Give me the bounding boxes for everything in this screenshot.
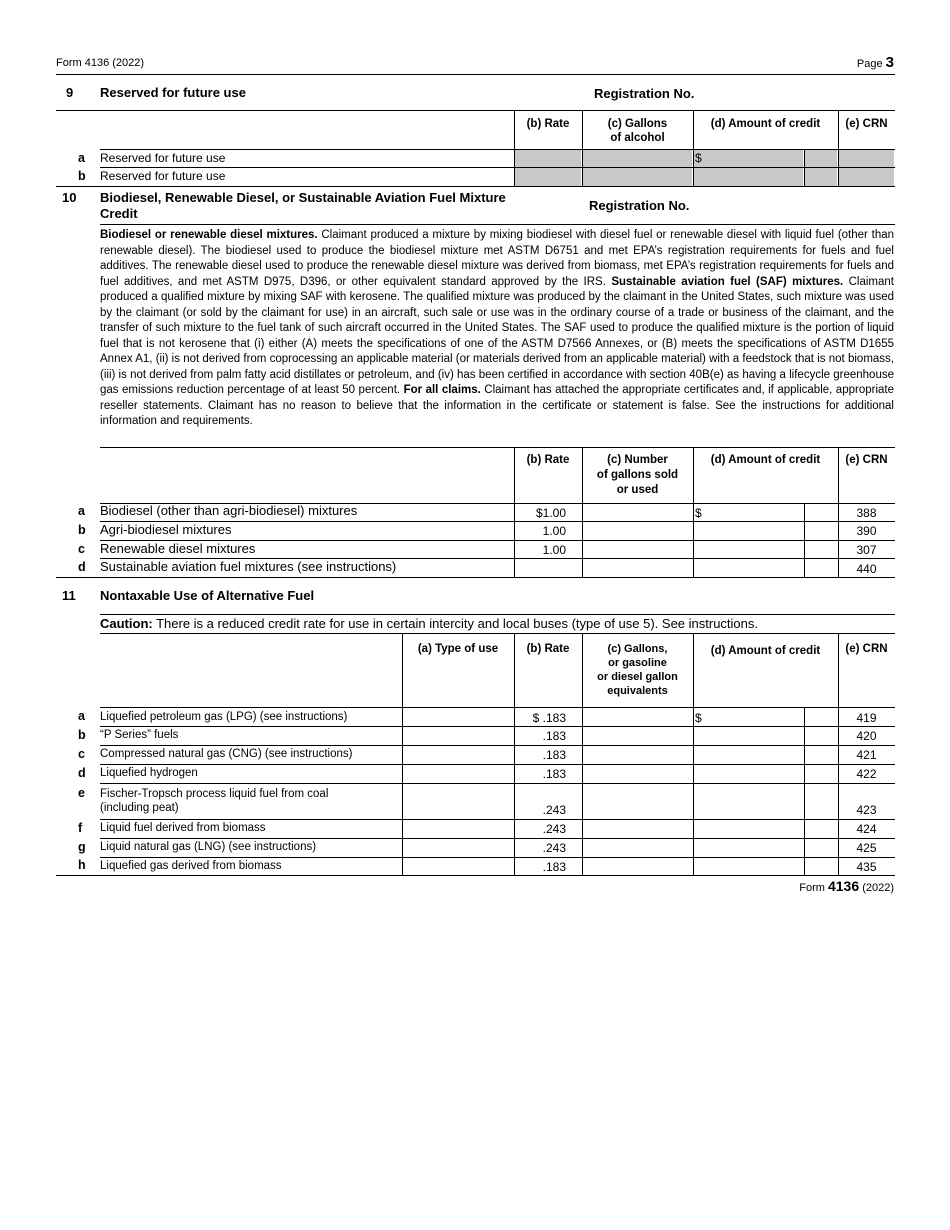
s10-row-a-dollar: $ bbox=[695, 506, 702, 520]
s10-row-c-rate: 1.00 bbox=[542, 543, 566, 557]
s11-row-g-letter: g bbox=[78, 840, 86, 854]
s11-row-d-letter: d bbox=[78, 766, 86, 780]
s11-row-e-crn: 423 bbox=[856, 803, 877, 817]
section-10-registration-label: Registration No. bbox=[589, 198, 690, 213]
s10-row-b-desc: Agri-biodiesel mixtures bbox=[100, 522, 232, 537]
s11-row-d-rate: .183 bbox=[542, 767, 566, 781]
s10-row-c-letter: c bbox=[78, 542, 85, 556]
s10-row-b-rate: 1.00 bbox=[542, 524, 566, 538]
s11-row-f-rate: .243 bbox=[542, 822, 566, 836]
page-number: Page 3 bbox=[856, 54, 894, 71]
s10-row-a-desc: Biodiesel (other than agri-biodiesel) mixtures bbox=[100, 503, 358, 518]
s9-col-rate: (b) Rate bbox=[526, 118, 570, 130]
header-rule bbox=[56, 74, 895, 75]
s10-col-amount: (d) Amount of credit bbox=[710, 454, 821, 466]
s11-row-g-desc: Liquid natural gas (LNG) (see instructions) bbox=[100, 841, 317, 853]
s9-row-a-dollar: $ bbox=[695, 151, 702, 165]
s11-row-e-letter: e bbox=[78, 786, 85, 800]
s10-row-b-crn: 390 bbox=[856, 524, 877, 538]
s11-col-crn: (e) CRN bbox=[845, 643, 888, 655]
s10-row-d-letter: d bbox=[78, 560, 86, 574]
section-9-title: Reserved for future use bbox=[100, 85, 246, 100]
s11-row-b-rate: .183 bbox=[542, 729, 566, 743]
form-header-label: Form 4136 (2022) bbox=[56, 57, 145, 69]
form-footer: Form 4136 (2022) bbox=[799, 878, 894, 894]
s9-row-b-desc: Reserved for future use bbox=[100, 169, 226, 183]
s10-col-gallons: (c) Number of gallons sold or used bbox=[596, 454, 679, 496]
s11-row-a-dollar: $ bbox=[695, 711, 702, 725]
s11-row-c-crn: 421 bbox=[856, 748, 877, 762]
s11-row-a-desc: Liquefied petroleum gas (LPG) (see instructions) bbox=[100, 711, 348, 723]
section-11-caution: Caution: There is a reduced credit rate for use in certain intercity and local buses (type of use 5). See instructions. bbox=[100, 616, 759, 631]
s9-col-amount: (d) Amount of credit bbox=[710, 118, 821, 130]
s11-row-c-letter: c bbox=[78, 747, 85, 761]
s11-row-b-letter: b bbox=[78, 728, 86, 742]
s10-col-crn: (e) CRN bbox=[845, 454, 888, 466]
section-9-number: 9 bbox=[66, 85, 74, 100]
s10-row-d-desc: Sustainable aviation fuel mixtures (see instructions) bbox=[100, 559, 397, 574]
s11-row-b-desc: “P Series” fuels bbox=[100, 729, 179, 741]
section-10-title: Biodiesel, Renewable Diesel, or Sustainable Aviation Fuel Mixture Credit bbox=[100, 190, 506, 221]
s11-row-c-desc: Compressed natural gas (CNG) (see instructions) bbox=[100, 748, 353, 760]
s11-row-c-rate: .183 bbox=[542, 748, 566, 762]
s10-row-c-crn: 307 bbox=[856, 543, 877, 557]
s11-row-h-rate: .183 bbox=[542, 860, 566, 874]
s10-row-d-crn: 440 bbox=[856, 562, 877, 576]
section-9-registration-label: Registration No. bbox=[594, 86, 695, 101]
s10-col-rate: (b) Rate bbox=[526, 454, 570, 466]
s10-row-a-letter: a bbox=[78, 504, 85, 518]
s9-col-crn: (e) CRN bbox=[845, 118, 888, 130]
s11-row-a-letter: a bbox=[78, 709, 85, 723]
s11-row-h-desc: Liquefied gas derived from biomass bbox=[100, 860, 282, 872]
s11-col-rate: (b) Rate bbox=[526, 643, 570, 655]
s11-row-f-letter: f bbox=[78, 821, 83, 835]
s11-col-type: (a) Type of use bbox=[417, 643, 499, 655]
s11-row-f-desc: Liquid fuel derived from biomass bbox=[100, 822, 266, 834]
s9-row-a-letter: a bbox=[78, 151, 85, 165]
s11-row-a-rate: $ .183 bbox=[532, 711, 566, 725]
s11-row-b-crn: 420 bbox=[856, 729, 877, 743]
s10-row-a-rate: $1.00 bbox=[535, 506, 566, 520]
s11-col-gallons: (c) Gallons, or gasoline or diesel gallon equivalents bbox=[597, 643, 678, 697]
s11-row-e-rate: .243 bbox=[542, 803, 566, 817]
s11-row-d-crn: 422 bbox=[856, 767, 877, 781]
s11-row-f-crn: 424 bbox=[856, 822, 877, 836]
s11-col-amount: (d) Amount of credit bbox=[710, 645, 821, 657]
s11-row-d-desc: Liquefied hydrogen bbox=[100, 767, 198, 779]
section-11-number: 11 bbox=[62, 588, 76, 603]
s10-row-a-crn: 388 bbox=[856, 506, 877, 520]
s11-row-g-crn: 425 bbox=[856, 841, 877, 855]
s11-row-g-rate: .243 bbox=[542, 841, 566, 855]
s11-row-h-crn: 435 bbox=[856, 860, 877, 874]
s9-col-gallons: (c) Gallons of alcohol bbox=[607, 118, 668, 144]
section-11-title: Nontaxable Use of Alternative Fuel bbox=[100, 588, 315, 603]
s11-row-h-letter: h bbox=[78, 858, 86, 872]
s10-row-b-letter: b bbox=[78, 523, 86, 537]
section-10-instructions: Biodiesel or renewable diesel mixtures. Claimant produced a mixture by mixing biodiesel with diesel fuel or renewable diesel with liquid fuel (other than renewable diesel). The biodiesel used to produce the biodiesel mixture met ASTM D6751 and met EPA’s registration requirements for fuels and fuel additives. The renewable diesel used to produce the renewable diesel mixture was derived from biomass, met EPA’s registration requirements for fuels and fuel additives, and met ASTM D975, D396, or other equivalent standard approved by the IRS. Sustainable aviation fuel (SAF) mixtures. Claimant produced a qualified mixture by mixing SAF with kerosene. The qualified mixture was produced by the claimant in the United States, such mixture was used by the claimant (or sold by the claimant for use) in an aircraft, such sale or use was in the ordinary course of a trade or business of the claimant, and the transfer of such mixture to the fuel tank of such aircraft occurred in the United States. The SAF used to produce the qualified mixture is the portion of liquid fuel that is not kerosene that (i) either (A) meets the specifications of one of the ASTM D7566 Annexes, or (B) meets the specifications of ASTM D1655 Annex A1, (ii) is not derived from coprocessing an applicable material (or materials derived from an applicable material) with a feedstock that is not biomass, (iii) is not derived from palm fatty acid distillates or petroleum, and (iv) has been certified in accordance with section 40B(e) as having a lifecycle greenhouse gas emissions reduction percentage of at least 50 percent. For all claims. Claimant has attached the appropriate certificates and, if applicable, appropriate reseller statements. Claimant has no reason to believe that the information in the certificate or statement is false. See the instructions for additional information and requirements. bbox=[100, 229, 895, 427]
s10-row-c-desc: Renewable diesel mixtures bbox=[100, 541, 256, 556]
s11-row-a-crn: 419 bbox=[856, 711, 877, 725]
s11-row-e-desc: Fischer-Tropsch process liquid fuel from coal (including peat) bbox=[100, 788, 329, 814]
s9-row-b-letter: b bbox=[78, 169, 86, 183]
s9-row-a-desc: Reserved for future use bbox=[100, 151, 226, 165]
section-10-number: 10 bbox=[62, 190, 77, 205]
